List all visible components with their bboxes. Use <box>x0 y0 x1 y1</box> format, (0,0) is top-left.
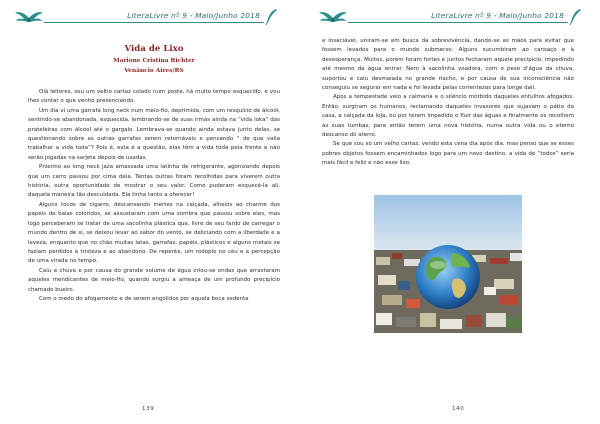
paragraph: e insaciável, uniram-se em busca da sobrevivência, dando-se as mãos para evitar que fossem levados para o mundo submerso. Alguns sucumbiram ao cansaço e à desesperança. Muitos, porém foram fortes e juntos fecharam aquele precipício, impedindo até mesmo da água entrar. Nem à sacolinha voadora, com o peso d’água da chuva, suportou e caiu desmaiada no grande riacho, e por causa de sua inconsciência não conseguiu se segurar em nada e foi levada pelas correntezas para longe dali. <box>322 38 574 92</box>
quill-icon <box>568 8 582 26</box>
paragraph: Um dia vi uma garrafa long neck num meio-fio, deprimida, com um resquício de álcool, sentindo-se abandonada, esquecida, lembrando-se de suas irmãs ainda na “vida loka” das prateleiras com álcool até o gargalo. Lembrava-se quando ainda estava junto delas, se questionando sobre as outras garrafas serem retornáveis e pensando “ de que valia trabalhar a vida toda”? Pois é, esta é a questão, elas têm a vida toda pela frente e não serão jogadas na sarjeta depois de usadas. <box>28 107 280 161</box>
page-number: 139 <box>142 406 155 412</box>
paragraph: Alguns tocos de cigarro, descansando inertes na calçada, alheios ao charme dos papéis de balas coloridos, se assustaram com uma sombra que passou sobre eles, mas logo perceberam se tratar de uma sacolinha plástica que, livre de seu fardo de carregar o mundo dentro de si, se deixou levar ao sabor do vento, se deliciando com a liberdade e a leveza, enquanto que no chão muitas latas, garrafas, papéis, plásticos e alguns metais se faziam perdidos à tristeza e ao abandono. De repente, um rodopio no céu e a percepção de uma virada no tempo. <box>28 201 280 265</box>
page-header <box>14 6 278 28</box>
paragraph: Caiu a chuva e por causa do grande volume de água criou-se ondas que arrastaram aqueles mendicantes de meio-fio, quando surgiu a ameaça de um profundo precipício chamado bueiro. <box>28 267 280 293</box>
paragraph: Após a tempestade veio a calmaria e o silêncio mórbido daqueles entulhos afogados. Então, surgiram os humanos, reclamando daqueles invasores que sujavam o pátio da casa, a calçada da loja, ou por terem impedido o fluir das águas e finalmente os recolhem às suas tumbas, para então terem uma nova história, numa outra vida ou o eterno descanso do aterro. <box>322 94 574 139</box>
quill-icon <box>264 8 278 26</box>
header-rule <box>348 8 568 26</box>
paragraph: Com o medo do afogamento e de serem engolidos por aquela boca sedenta <box>39 295 249 302</box>
paragraph: Próximo ao long neck jaza amassada uma latinha de refrigerante, agonizando depois que um carro passou por cima dela. Tantas outras foram recolhidas para viverem outra história, outra oportunidade de mostrar o seu valor. Como puderam esquecê-la ali, daquela maneira tão descuidada. Ela tinha tanto a oferecer! <box>28 164 280 199</box>
winged-logo-icon <box>14 8 44 26</box>
article-author: Marione Cristina Richter <box>113 58 195 64</box>
paragraph: Olá leitores, sou um velho cartaz colado num poste, há muito tempo esquecido, e vou lhes contar o que venho presenciando. <box>28 89 280 105</box>
magazine-title: LiteraLivre nº 9 - Maio/Junho 2018 <box>127 11 260 20</box>
paragraph: Se que sou só um velho cartaz, vendo esta cena dia após dia, mas penso que se esses pobres objetos fossem encaminhados logo para um novo destino, a vida de “todos” seria mais fácil e feliz e não esse lixo. <box>322 141 574 167</box>
left-page-content <box>28 34 280 304</box>
right-page-content <box>322 37 574 333</box>
page-header <box>318 6 582 28</box>
right-page <box>300 0 600 424</box>
magazine-title: LiteraLivre nº 9 - Maio/Junho 2018 <box>431 11 564 20</box>
winged-logo-icon <box>318 8 348 26</box>
globe-on-garbage-photo <box>374 195 522 333</box>
header-rule <box>44 8 264 26</box>
article-title: Vida de Lixo <box>124 44 184 54</box>
article-place: Venâncio Aires/RS <box>124 68 184 74</box>
page-number: 140 <box>452 406 465 412</box>
